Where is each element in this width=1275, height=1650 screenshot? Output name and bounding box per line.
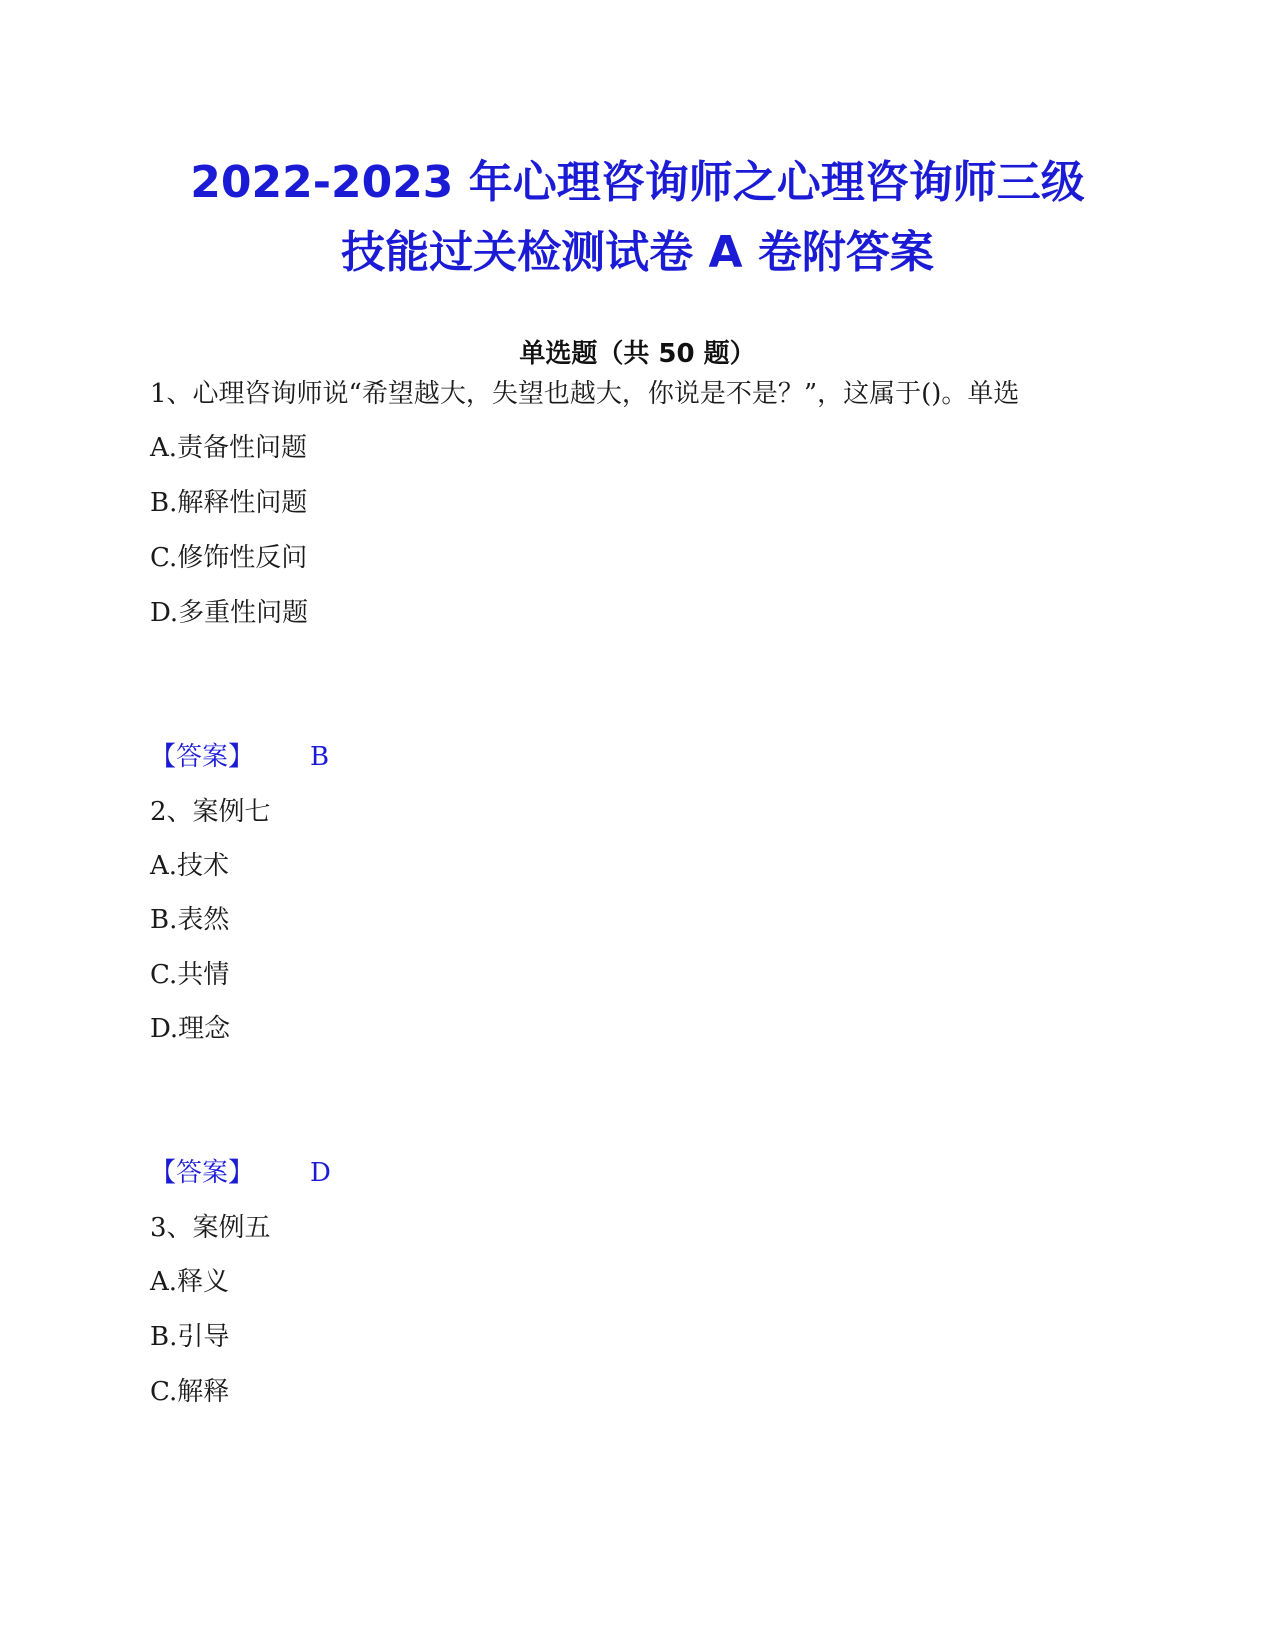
question-1-option-c: C.修饰性反问 — [150, 543, 308, 573]
question-2-option-d: D.理念 — [150, 1014, 231, 1044]
document-title-line-1: 2022-2023 年心理咨询师之心理咨询师三级 — [190, 157, 1085, 208]
question-2-answer — [150, 1153, 331, 1193]
document-title-line-2: 技能过关检测试卷 A 卷附答案 — [341, 227, 934, 278]
question-1-option-a: A.责备性问题 — [150, 433, 308, 463]
question-1-answer — [150, 737, 330, 777]
question-2-option-b: B.表然 — [150, 905, 230, 935]
answer-label: 【答案】 — [150, 742, 255, 772]
answer-label: 【答案】 — [150, 1158, 255, 1188]
question-3-option-a: A.释义 — [150, 1267, 230, 1297]
question-1-option-d: D.多重性问题 — [150, 598, 309, 628]
answer-value: B — [310, 742, 330, 772]
document-title — [100, 148, 1175, 288]
question-3-option-b: B.引导 — [150, 1322, 230, 1352]
question-3-option-c: C.解释 — [150, 1377, 230, 1407]
question-2-option-a: A.技术 — [150, 851, 230, 881]
section-heading: 单选题（共 50 题） — [519, 339, 756, 369]
question-3-stem: 3、案例五 — [150, 1213, 271, 1243]
question-1-option-b: B.解释性问题 — [150, 488, 308, 518]
question-2-stem: 2、案例七 — [150, 797, 271, 827]
answer-value: D — [310, 1158, 331, 1188]
question-1-stem: 1、心理咨询师说“希望越大，失望也越大，你说是不是？”，这属于()。单选 — [150, 379, 1020, 409]
question-2-option-c: C.共情 — [150, 960, 230, 990]
